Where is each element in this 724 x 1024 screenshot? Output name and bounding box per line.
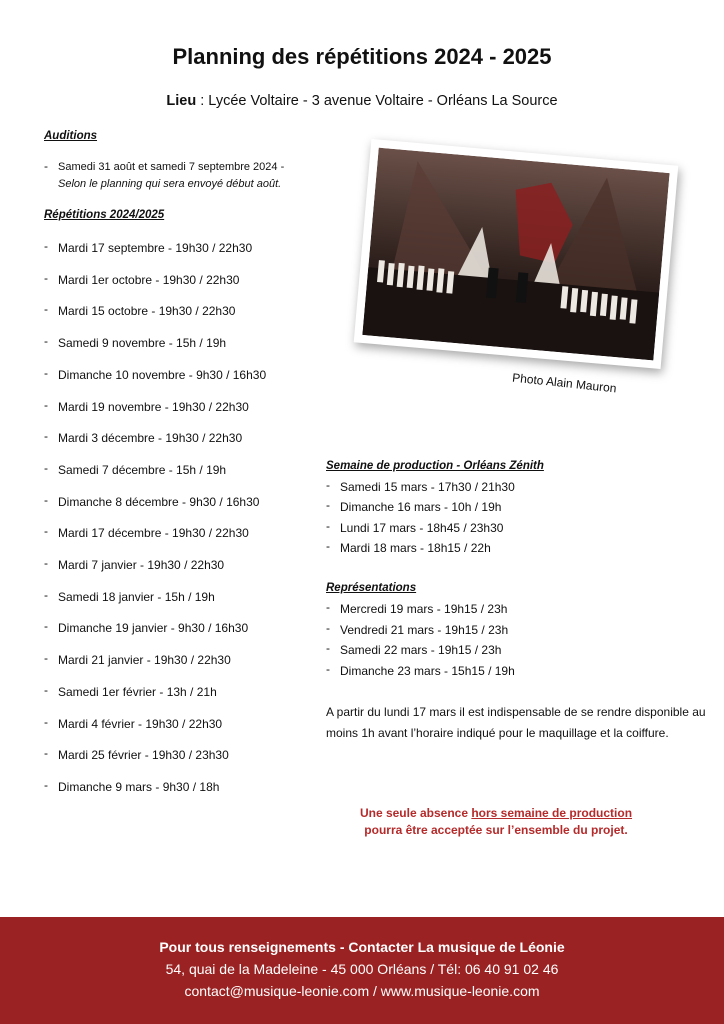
absence-warning-line2: pourra être acceptée sur l’ensemble du projet. [364, 823, 628, 837]
bullet-dash: - [326, 478, 330, 492]
bullet-dash: - [44, 365, 48, 380]
bullet-dash: - [44, 270, 48, 285]
bullet-dash: - [44, 619, 48, 634]
schedule-item-text: Mardi 7 janvier - 19h30 / 22h30 [58, 558, 225, 572]
schedule-item-text: Vendredi 21 mars - 19h15 / 23h [340, 622, 509, 637]
schedule-item-text: Mardi 3 décembre - 19h30 / 22h30 [58, 431, 243, 446]
schedule-item-text: Mercredi 19 mars - 19h15 / 23h [340, 602, 508, 616]
venue-line [0, 93, 724, 109]
representations-heading: Représentations [326, 582, 417, 594]
schedule-item-text: Mardi 18 mars - 18h15 / 22h [340, 540, 491, 555]
schedule-item-text: Mardi 17 décembre - 19h30 / 22h30 [58, 526, 249, 541]
schedule-item-text: Dimanche 8 décembre - 9h30 / 16h30 [58, 494, 260, 509]
production-heading: Semaine de production - Orléans Zénith [326, 460, 544, 472]
schedule-item-text: Mardi 17 septembre - 19h30 / 22h30 [58, 241, 253, 255]
bullet-dash: - [44, 429, 48, 444]
schedule-item-text: Dimanche 19 janvier - 9h30 / 16h30 [58, 621, 249, 636]
schedule-item-text: Samedi 9 novembre - 15h / 19h [58, 336, 227, 351]
schedule-item-text: Samedi 7 décembre - 15h / 19h [58, 462, 227, 477]
choir-photo [354, 139, 679, 369]
schedule-item-text: Mardi 19 novembre - 19h30 / 22h30 [58, 399, 249, 414]
venue-label: Lieu [166, 93, 197, 109]
footer-title: Pour tous renseignements - Contacter La musique de Léonie [159, 939, 565, 955]
bullet-dash: - [326, 600, 330, 614]
bullet-dash: - [44, 302, 48, 317]
auditions-heading: Auditions [44, 130, 98, 142]
photo-caption: Photo Alain Mauron [511, 370, 618, 396]
schedule-item-text: Samedi 18 janvier - 15h / 19h [58, 589, 215, 604]
schedule-item-text: Mardi 15 octobre - 19h30 / 22h30 [58, 304, 236, 319]
bullet-dash: - [44, 334, 48, 349]
bullet-dash: - [326, 641, 330, 656]
makeup-note: A partir du lundi 17 mars il est indispensable de se rendre disponible au moins 1h avant l’horaire indiqué pour le maquillage et la coiffure. [326, 705, 706, 740]
bullet-dash: - [326, 620, 330, 635]
absence-warning-line1: Une seule absence hors semaine de production [359, 806, 633, 820]
schedule-item-text: Mardi 21 janvier - 19h30 / 22h30 [58, 653, 231, 668]
choir-photo-image [362, 148, 669, 361]
bullet-dash: - [326, 518, 330, 533]
bullet-dash: - [44, 587, 48, 602]
schedule-item-text: Lundi 17 mars - 18h45 / 23h30 [340, 520, 504, 535]
bullet-dash: - [44, 777, 48, 792]
bullet-dash: - [44, 159, 48, 173]
schedule-item-text: Dimanche 9 mars - 9h30 / 18h [58, 779, 220, 794]
auditions-note: Selon le planning qui sera envoyé début août. [58, 178, 282, 190]
bullet-dash: - [44, 524, 48, 539]
bullet-dash: - [44, 239, 48, 253]
bullet-dash: - [44, 651, 48, 666]
venue-value: : Lycée Voltaire - 3 avenue Voltaire - Orléans La Source [196, 93, 558, 109]
schedule-item-text: Samedi 15 mars - 17h30 / 21h30 [340, 480, 515, 494]
bullet-dash: - [44, 492, 48, 507]
schedule-item-text: Mardi 4 février - 19h30 / 22h30 [58, 716, 223, 731]
schedule-item-text: Dimanche 10 novembre - 9h30 / 16h30 [58, 367, 267, 382]
schedule-item-text: Samedi 1er février - 13h / 21h [58, 684, 217, 699]
bullet-dash: - [326, 538, 330, 553]
schedule-item-text: Dimanche 16 mars - 10h / 19h [340, 500, 502, 515]
bullet-dash: - [326, 498, 330, 513]
production-week-link: hors semaine de production [471, 806, 633, 820]
bullet-dash: - [44, 746, 48, 761]
schedule-item-text: Samedi 22 mars - 19h15 / 23h [340, 643, 502, 658]
contact-footer [0, 917, 724, 1024]
bullet-dash: - [44, 460, 48, 475]
page-title: Planning des répétitions 2024 - 2025 [172, 44, 552, 69]
footer-address: 54, quai de la Madeleine - 45 000 Orléans / Tél: 06 40 91 02 46 [165, 961, 559, 977]
bullet-dash: - [44, 397, 48, 412]
schedule-item-text: Dimanche 23 mars - 15h15 / 19h [340, 664, 515, 679]
bullet-dash: - [44, 682, 48, 697]
schedule-item-text: Mardi 25 février - 19h30 / 23h30 [58, 748, 229, 763]
schedule-item-text: Mardi 1er octobre - 19h30 / 22h30 [58, 272, 240, 287]
bullet-dash: - [44, 714, 48, 729]
bullet-dash: - [44, 556, 48, 570]
repetitions-heading: Répétitions 2024/2025 [44, 209, 165, 221]
bullet-dash: - [326, 662, 330, 677]
footer-contact: contact@musique-leonie.com / www.musique-leonie.com [184, 983, 540, 999]
